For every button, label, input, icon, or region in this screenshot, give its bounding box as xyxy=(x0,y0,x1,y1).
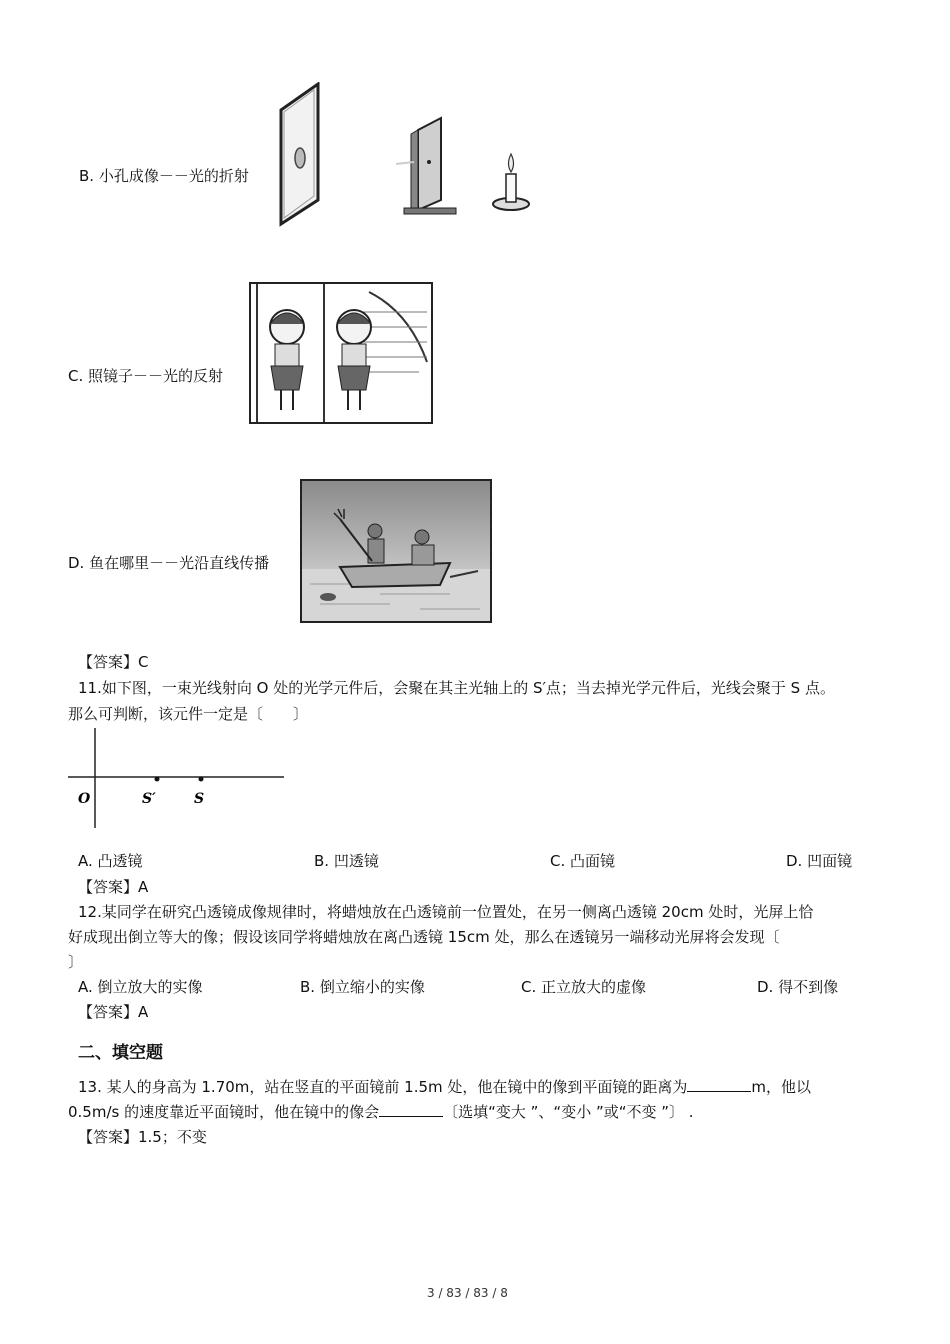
label-s-prime: S′ xyxy=(142,791,156,807)
q13-line1-a: 13. 某人的身高为 1.70m，站在竖直的平面镜前 1.5m 处，他在镜中的像到平面镜的距离为 xyxy=(78,1078,688,1096)
option-c-text: C. 照镜子－－光的反射 xyxy=(68,367,224,385)
q11-option-c: C. 凸面镜 xyxy=(550,852,616,870)
q13-blank-1 xyxy=(687,1077,751,1092)
answer-q11: 【答案】A xyxy=(78,878,149,896)
pinhole-imaging-figure xyxy=(276,82,532,228)
q11-option-b: B. 凹透镜 xyxy=(314,852,379,870)
point-s-prime xyxy=(155,777,160,782)
q13-blank-2 xyxy=(379,1102,443,1117)
q11-option-a: A. 凸透镜 xyxy=(78,852,143,870)
answer-q12: 【答案】A xyxy=(78,1003,149,1021)
q13-line1 xyxy=(78,1076,811,1097)
q11-line2: 那么可判断，该元件一定是〔 〕 xyxy=(68,705,309,723)
q13-line2-a: 0.5m/s 的速度靠近平面镜时，他在镜中的像会 xyxy=(68,1103,380,1121)
q12-option-a: A. 倒立放大的实像 xyxy=(78,978,203,996)
option-d-text: D. 鱼在哪里－－光沿直线传播 xyxy=(68,554,270,572)
q12-option-d: D. 得不到像 xyxy=(757,978,839,996)
fishing-boat-figure xyxy=(300,479,492,623)
page-footer: 3 / 83 / 83 / 8 xyxy=(427,1286,508,1300)
point-s xyxy=(199,777,204,782)
q12-option-b: B. 倒立缩小的实像 xyxy=(300,978,425,996)
q13-line1-b: m，他以 xyxy=(751,1078,812,1096)
optical-axis-diagram xyxy=(68,728,288,830)
answer-q13: 【答案】1.5；不变 xyxy=(78,1128,207,1146)
label-s: S xyxy=(194,791,205,807)
section-2-title: 二、填空题 xyxy=(78,1043,163,1063)
option-b-text: B. 小孔成像－－光的折射 xyxy=(79,167,249,185)
q12-line3: 〕 xyxy=(68,953,84,971)
mirror-girl-figure xyxy=(249,282,433,424)
q13-line2-b: 〔选填“变大 ”、“变小 ”或“不变 ”〕 . xyxy=(443,1103,694,1121)
q12-option-c: C. 正立放大的虚像 xyxy=(521,978,647,996)
q11-line1: 11.如下图，一束光线射向 O 处的光学元件后，会聚在其主光轴上的 S′点；当去掉光学元件后，光线会聚于 S 点。 xyxy=(78,679,835,697)
q11-option-d: D. 凹面镜 xyxy=(786,852,853,870)
answer-q10: 【答案】C xyxy=(78,653,149,671)
label-o: O xyxy=(78,791,91,807)
q13-line2 xyxy=(68,1101,694,1122)
q12-line2: 好成现出倒立等大的像；假设该同学将蜡烛放在离凸透镜 15cm 处，那么在透镜另一端移动光屏将会发现〔 xyxy=(68,928,780,946)
q12-line1: 12.某同学在研究凸透镜成像规律时，将蜡烛放在凸透镜前一位置处，在另一侧离凸透镜 20cm 处时，光屏上恰 xyxy=(78,903,814,921)
